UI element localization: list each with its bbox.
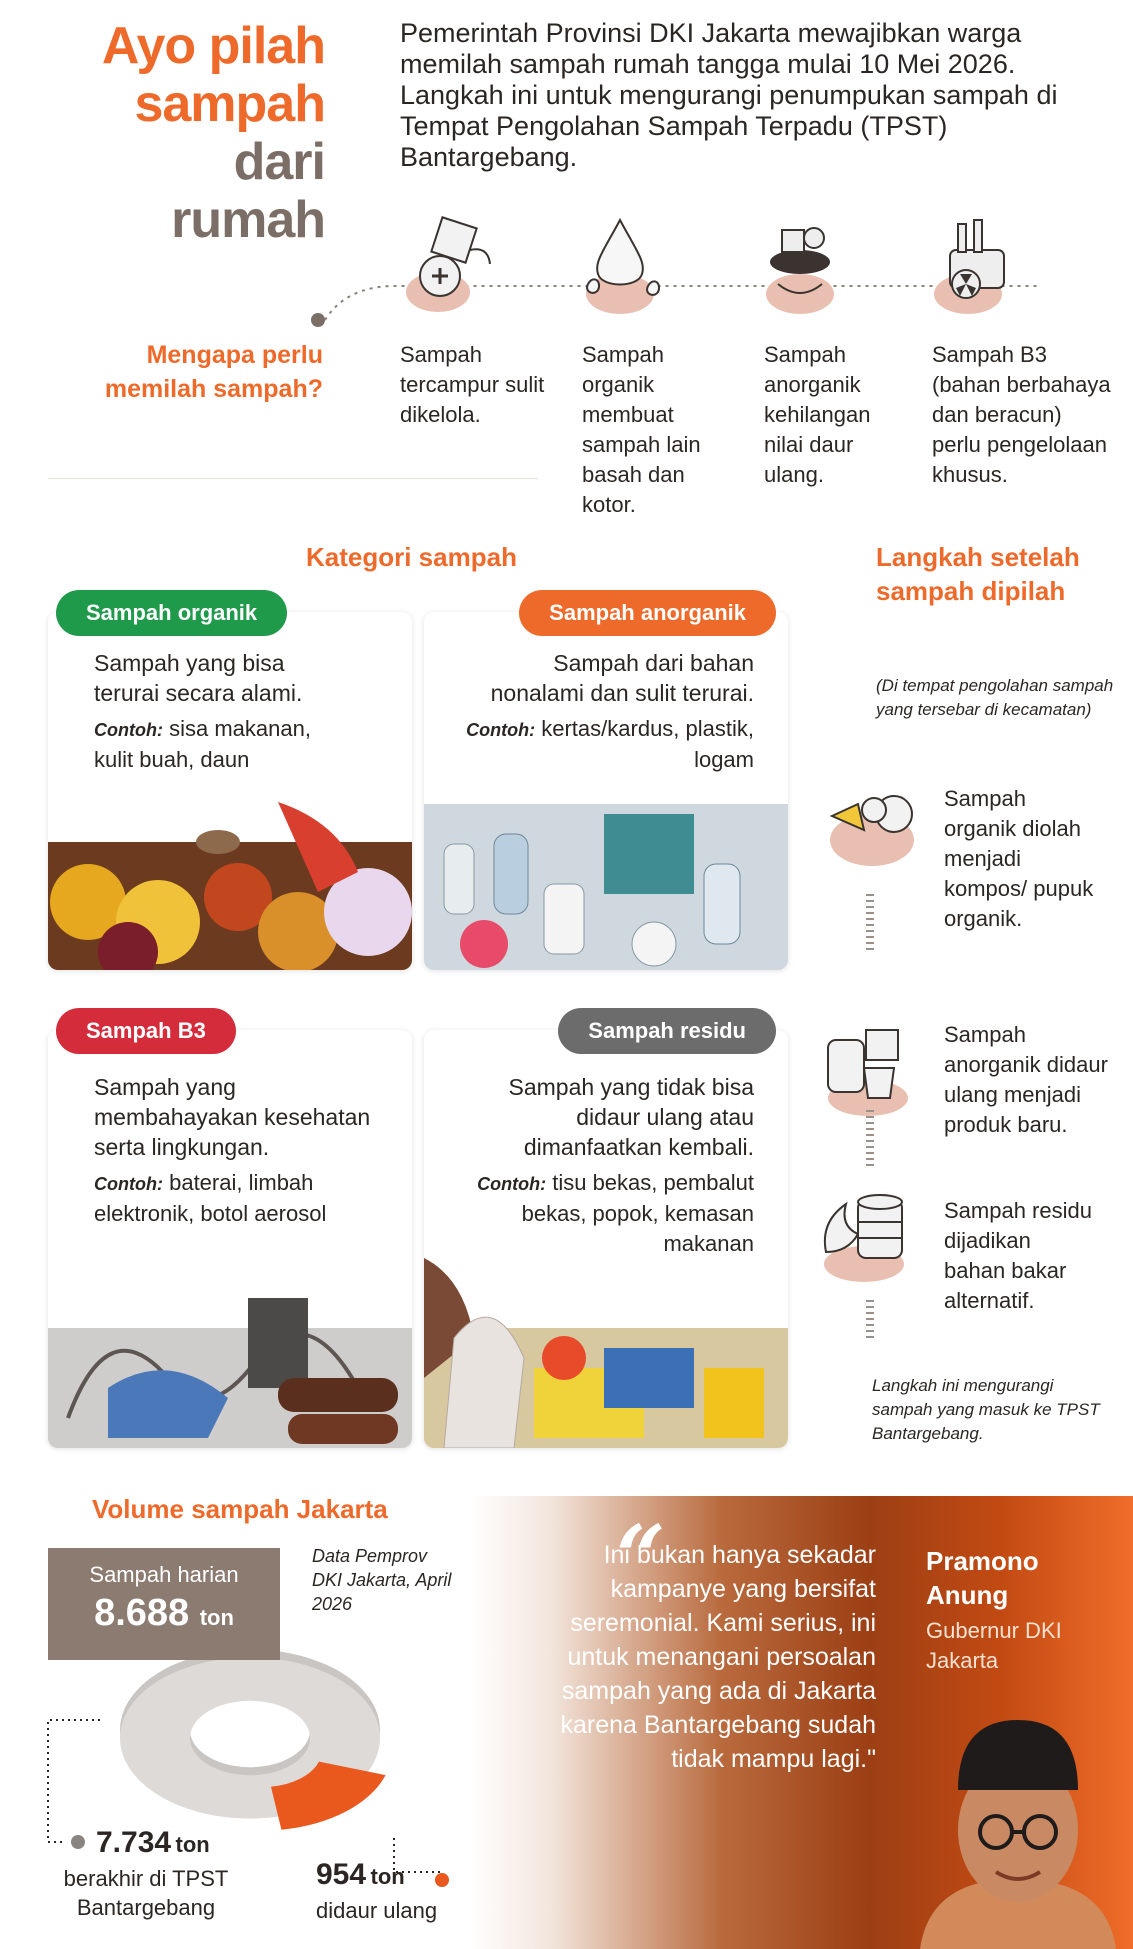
recycled-unit: ton [370, 1864, 405, 1889]
daily-number: 8.688 [94, 1592, 190, 1634]
recycled-label: didaur ulang [316, 1898, 438, 1923]
category-card-organic [48, 612, 412, 970]
speaker-name: Pramono Anung [926, 1546, 1039, 1610]
reason-text-organic: Sampah organik membuat sampah lain basah dan kotor. [582, 342, 701, 517]
card-desc-anorganic: Sampah dari bahan nonalami dan sulit terurai. [490, 650, 754, 706]
section-divider [48, 478, 538, 479]
recycle-loss-icon [752, 210, 862, 330]
fuel-drum-icon [808, 1182, 928, 1292]
step-text-organic: Sampah organik diolah menjadi kompos/ pupuk organik. [944, 786, 1094, 931]
title-line-4: rumah [171, 191, 325, 249]
card-desc-residue: Sampah yang tidak bisa didaur ulang atau dimanfaatkan kembali. [508, 1074, 754, 1160]
title-line-1: Ayo pilah [101, 17, 325, 75]
compost-icon [808, 782, 928, 892]
title-line-2: sampah [134, 75, 325, 133]
example-text: tisu bekas, pembalut bekas, popok, kemasan makanan [521, 1170, 754, 1256]
tpst-number: 7.734 [96, 1826, 172, 1859]
card-example-anorganic [454, 714, 754, 775]
example-label: Contoh: [94, 720, 163, 740]
tpst-label: berakhir di TPST Bantargebang [63, 1866, 229, 1920]
daily-unit: ton [199, 1605, 234, 1630]
data-source: Data Pemprov DKI Jakarta, April 2026 [312, 1546, 452, 1614]
category-pill-organic: Sampah organik [56, 590, 287, 636]
example-text: kertas/kardus, plastik, logam [541, 716, 754, 772]
card-example-b3 [94, 1168, 394, 1229]
title-line-3: dari [233, 133, 325, 191]
daily-waste-box [48, 1548, 280, 1660]
category-pill-residue: Sampah residu [558, 1008, 776, 1054]
category-pill-anorganic: Sampah anorganik [519, 590, 776, 636]
tpst-unit: ton [175, 1832, 210, 1857]
quote-text: Ini bukan hanya sekadar kampanye yang bersifat seremonial. Kami serius, ini untuk menangani persoalan sampah yang ada di Jakarta karena Bantargebang sudah tidak mampu lagi." [560, 1541, 876, 1773]
category-pill-b3: Sampah B3 [56, 1008, 236, 1054]
card-desc-b3: Sampah yang membahayakan kesehatan serta lingkungan. [94, 1074, 371, 1160]
steps-title: Langkah setelah sampah dipilah [876, 542, 1080, 606]
speaker-portrait [900, 1700, 1133, 1949]
organic-waste-image [48, 802, 412, 970]
organic-drip-icon [570, 210, 680, 330]
category-card-b3 [48, 1030, 412, 1448]
categories-title: Kategori sampah [306, 542, 517, 572]
reason-text-anorganic: Sampah anorganik kehilangan nilai daur ulang. [764, 342, 871, 487]
speaker-role: Gubernur DKI Jakarta [926, 1618, 1062, 1673]
hazardous-waste-icon [922, 210, 1032, 330]
steps-footnote: Langkah ini mengurangi sampah yang masuk ke TPST Bantargebang. [872, 1376, 1100, 1443]
daily-label: Sampah harian [89, 1562, 239, 1587]
example-label: Contoh: [466, 720, 536, 740]
volume-title: Volume sampah Jakarta [92, 1494, 388, 1524]
daily-value [48, 1592, 280, 1635]
anorganic-waste-image [424, 774, 788, 970]
step-text-residue: Sampah residu dijadikan bahan bakar alternatif. [944, 1198, 1092, 1313]
example-text: baterai, limbah elektronik, botol aerosol [94, 1170, 327, 1226]
step-text-anorganic: Sampah anorganik didaur ulang menjadi produk baru. [944, 1022, 1108, 1137]
b3-waste-image [48, 1268, 412, 1448]
reason-text-mixed: Sampah tercampur sulit dikelola. [400, 342, 545, 427]
step-connector [866, 1110, 874, 1170]
steps-note: (Di tempat pengolahan sampah yang tersebar di kecamatan) [876, 676, 1114, 719]
step-connector [866, 1300, 874, 1340]
card-desc-organic: Sampah yang bisa terurai secara alami. [94, 650, 303, 706]
step-connector [866, 894, 874, 954]
tpst-amount [96, 1826, 210, 1860]
intro-paragraph: Pemerintah Provinsi DKI Jakarta mewajibkan warga memilah sampah rumah tangga mulai 10 Mei 2026. Langkah ini untuk mengurangi penumpukan sampah di Tempat Pengolahan Sampah Terpadu (TPST) Bantargebang. [400, 18, 1058, 172]
example-text: sisa makanan, kulit buah, daun [94, 716, 311, 772]
card-example-organic [94, 714, 354, 775]
reason-text-b3: Sampah B3 (bahan berbahaya dan beracun) perlu pengelolaan khusus. [932, 342, 1111, 487]
residue-waste-image [424, 1258, 788, 1448]
example-label: Contoh: [477, 1174, 547, 1194]
recycled-products-icon [808, 1012, 928, 1122]
example-label: Contoh: [94, 1174, 163, 1194]
recycled-amount [316, 1858, 405, 1892]
category-card-anorganic [424, 612, 788, 970]
category-card-residue [424, 1030, 788, 1448]
why-sort-title: Mengapa perlu memilah sampah? [104, 341, 323, 403]
quote-mark-icon: “ [616, 1507, 666, 1608]
card-example-residue [448, 1168, 754, 1259]
mixed-waste-icon [398, 210, 508, 330]
recycled-number: 954 [316, 1858, 367, 1891]
